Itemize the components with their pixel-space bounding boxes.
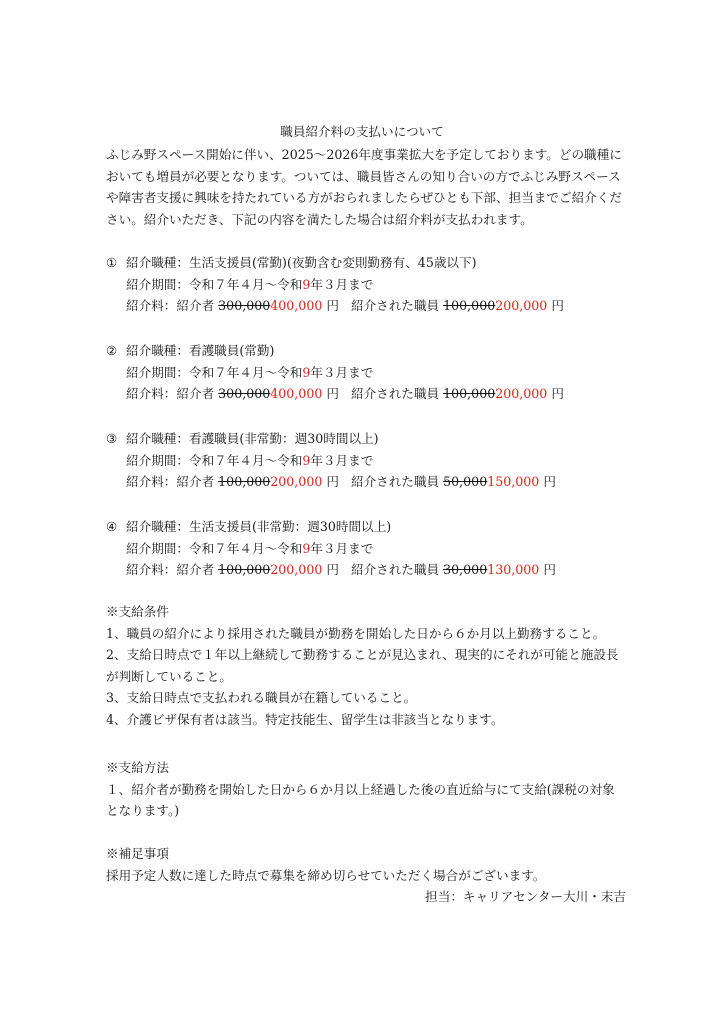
referral-item-3 <box>106 428 626 493</box>
item-fee-row: 紹介料：紹介者 100,000200,000 円 紹介された職員 30,000130,000 円 <box>126 562 556 577</box>
condition-item: 1、職員の紹介により採用された職員が勤務を開始した日から６か月以上勤務すること。 <box>106 625 606 641</box>
notes-text: 採用予定人数に達した時点で募集を締め切らせていただく場合がございます。 <box>106 867 546 883</box>
payment-method <box>106 757 626 822</box>
item-period-row: 紹介期間：令和７年４月～令和9年３月まで <box>126 452 374 468</box>
item-fee-row: 紹介料：紹介者 100,000200,000 円 紹介された職員 50,000150,000 円 <box>126 474 556 489</box>
referrer-new-fee: 400,000 <box>270 298 323 313</box>
hired-old-fee: 50,000 <box>443 474 488 489</box>
referrer-old-fee: 100,000 <box>218 562 271 577</box>
condition-item: 3、支給日時点で支払われる職員が在籍していること。 <box>106 690 417 705</box>
hired-old-fee: 30,000 <box>443 562 488 577</box>
hired-new-fee: 130,000 <box>487 562 540 577</box>
item-type-row: ④ 紹介職種：生活支援員(非常勤：週30時間以上) <box>106 519 392 534</box>
item-type-row: ② 紹介職種：看護職員(常勤) <box>106 343 275 358</box>
referrer-old-fee: 100,000 <box>218 474 271 489</box>
referral-item-4 <box>106 516 626 581</box>
document-title: 職員紹介料の支払いについて <box>280 124 444 139</box>
referral-item-1 <box>106 252 626 317</box>
hired-old-fee: 100,000 <box>443 386 496 401</box>
intro-paragraph: ふじみ野スペース開始に伴い、2025～2026年度事業拡大を予定しております。どの職種においても増員が必要となります。ついては、職員皆さんの知り合いの方でふじみ野スペースや障害者支援に興味を持たれている方がおられましたらぜひとも下部、担当までご紹介ください。紹介いただき、下記の内容を満たした場合は紹介料が支払われます。 <box>106 147 622 227</box>
item-period-row: 紹介期間：令和７年４月～令和9年３月まで <box>126 540 374 556</box>
supplementary-notes <box>106 843 626 886</box>
section-heading: ※支給条件 <box>106 604 169 619</box>
hired-new-fee: 200,000 <box>495 298 548 313</box>
payment-conditions <box>106 601 626 730</box>
item-period-row: 紹介期間：令和７年４月～令和9年３月まで <box>126 364 374 380</box>
condition-item: 4、介護ビザ保有者は該当。特定技能生、留学生は非該当となります。 <box>106 711 504 727</box>
condition-item: 2、支給日時点で１年以上継続して勤務することが見込まれ、現実的にそれが可能と施設長が判断していること。 <box>106 647 619 684</box>
referrer-old-fee: 300,000 <box>218 298 271 313</box>
item-fee-row: 紹介料：紹介者 300,000400,000 円 紹介された職員 100,000200,000 円 <box>126 386 564 401</box>
contact-person: 担当：キャリアセンター大川・末吉 <box>425 889 626 904</box>
referrer-new-fee: 200,000 <box>270 562 323 577</box>
hired-new-fee: 150,000 <box>487 474 540 489</box>
hired-old-fee: 100,000 <box>443 298 496 313</box>
referrer-new-fee: 200,000 <box>270 474 323 489</box>
item-type-row: ① 紹介職種：生活支援員(常勤)(夜勤含む変則勤務有、45歳以下) <box>106 255 477 270</box>
section-heading: ※支給方法 <box>106 760 169 775</box>
referrer-new-fee: 400,000 <box>270 386 323 401</box>
referral-item-2 <box>106 340 626 405</box>
section-heading: ※補足事項 <box>106 846 169 861</box>
item-period-row: 紹介期間：令和７年４月～令和9年３月まで <box>126 276 374 292</box>
item-fee-row: 紹介料：紹介者 300,000400,000 円 紹介された職員 100,000200,000 円 <box>126 298 564 313</box>
referrer-old-fee: 300,000 <box>218 386 271 401</box>
hired-new-fee: 200,000 <box>495 386 548 401</box>
method-text: １、紹介者が勤務を開始した日から６か月以上経過した後の直近給与にて支給(課税の対象となります。) <box>106 781 615 818</box>
item-type-row: ③ 紹介職種：看護職員(非常勤：週30時間以上) <box>106 431 379 446</box>
